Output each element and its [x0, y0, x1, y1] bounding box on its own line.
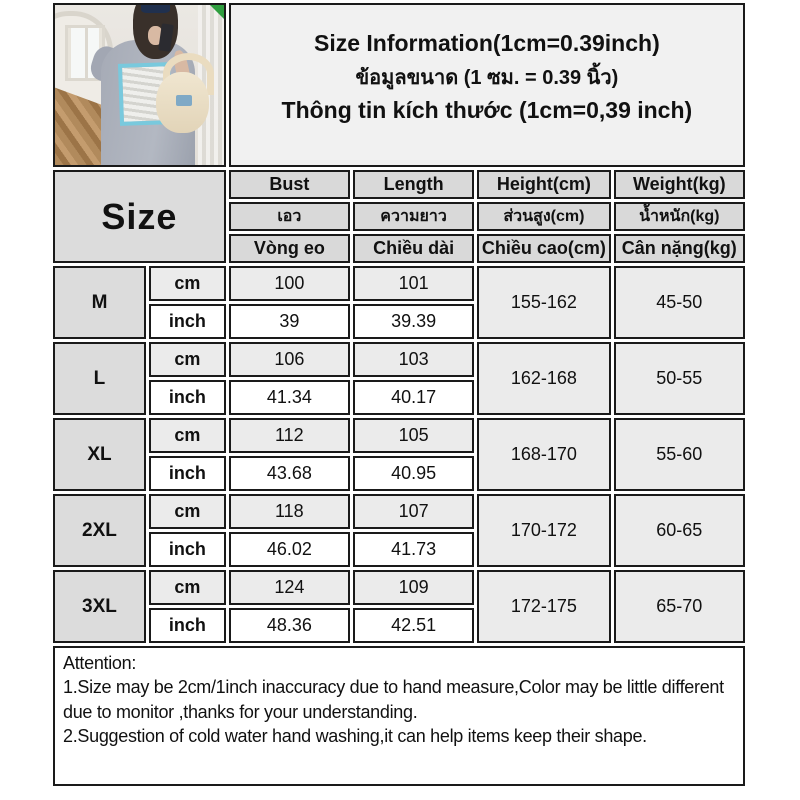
3xl-weight: 65-70: [614, 570, 745, 643]
header-height-th: ส่วนสูง(cm): [477, 202, 610, 231]
header-length-vi: Chiều dài: [353, 234, 474, 263]
unit-cm: cm: [149, 494, 226, 529]
title-english: Size Information(1cm=0.39inch): [314, 30, 660, 56]
m-length-cm: 101: [353, 266, 474, 301]
3xl-length-inch: 42.51: [353, 608, 474, 643]
xl-bust-cm: 112: [229, 418, 350, 453]
l-height: 162-168: [477, 342, 610, 415]
m-bust-cm: 100: [229, 266, 350, 301]
row-size-2xl: 2XL: [53, 494, 146, 567]
2xl-height: 170-172: [477, 494, 610, 567]
row-size-l: L: [53, 342, 146, 415]
title-block: [231, 0, 743, 157]
product-photo: [55, 5, 224, 165]
m-length-inch: 39.39: [353, 304, 474, 339]
title-vietnamese: Thông tin kích thước (1cm=0,39 inch): [281, 97, 693, 123]
unit-cm: cm: [149, 570, 226, 605]
2xl-length-cm: 107: [353, 494, 474, 529]
attention-box: [53, 646, 745, 786]
3xl-bust-cm: 124: [229, 570, 350, 605]
3xl-bust-inch: 48.36: [229, 608, 350, 643]
xl-height: 168-170: [477, 418, 610, 491]
attention-note-2: 2.Suggestion of cold water hand washing,it can help items keep their shape.: [63, 725, 647, 746]
m-weight: 45-50: [614, 266, 745, 339]
xl-weight: 55-60: [614, 418, 745, 491]
m-height: 155-162: [477, 266, 610, 339]
header-weight-vi: Cân nặng(kg): [614, 234, 745, 263]
attention-note-1: 1.Size may be 2cm/1inch inaccuracy due to hand measure,Color may be little different due to monitor ,thanks for your understanding.: [63, 677, 724, 722]
row-size-xl: XL: [53, 418, 146, 491]
l-length-inch: 40.17: [353, 380, 474, 415]
l-bust-cm: 106: [229, 342, 350, 377]
header-height-en: Height(cm): [477, 170, 610, 199]
header-bust-vi: Vòng eo: [229, 234, 350, 263]
unit-cm: cm: [149, 342, 226, 377]
2xl-bust-inch: 46.02: [229, 532, 350, 567]
3xl-height: 172-175: [477, 570, 610, 643]
green-corner-mark: [210, 5, 224, 19]
unit-inch: inch: [149, 380, 226, 415]
unit-cm: cm: [149, 418, 226, 453]
row-size-3xl: 3XL: [53, 570, 146, 643]
header-height-vi: Chiều cao(cm): [477, 234, 610, 263]
l-weight: 50-55: [614, 342, 745, 415]
header-length-en: Length: [353, 170, 474, 199]
2xl-bust-cm: 118: [229, 494, 350, 529]
2xl-weight: 60-65: [614, 494, 745, 567]
photo-window-bar: [85, 28, 88, 78]
3xl-length-cm: 109: [353, 570, 474, 605]
xl-length-cm: 105: [353, 418, 474, 453]
product-photo-cell: [53, 3, 226, 167]
row-size-m: M: [53, 266, 146, 339]
header-bust-en: Bust: [229, 170, 350, 199]
title-cell: [229, 3, 745, 167]
title-thai: ข้อมูลขนาด (1 ซม. = 0.39 นิ้ว): [355, 67, 619, 89]
unit-inch: inch: [149, 532, 226, 567]
header-length-th: ความยาว: [353, 202, 474, 231]
unit-inch: inch: [149, 456, 226, 491]
2xl-length-inch: 41.73: [353, 532, 474, 567]
xl-bust-inch: 43.68: [229, 456, 350, 491]
photo-cap: [141, 5, 170, 13]
unit-cm: cm: [149, 266, 226, 301]
l-length-cm: 103: [353, 342, 474, 377]
unit-inch: inch: [149, 304, 226, 339]
unit-inch: inch: [149, 608, 226, 643]
xl-length-inch: 40.95: [353, 456, 474, 491]
header-bust-th: เอว: [229, 202, 350, 231]
l-bust-inch: 41.34: [229, 380, 350, 415]
photo-bag-tag: [176, 95, 191, 106]
attention-heading: Attention:: [63, 653, 137, 673]
header-weight-en: Weight(kg): [614, 170, 745, 199]
m-bust-inch: 39: [229, 304, 350, 339]
header-weight-th: น้ำหนัก(kg): [614, 202, 745, 231]
size-table: [50, 0, 748, 789]
size-header-cell: Size: [53, 170, 226, 263]
